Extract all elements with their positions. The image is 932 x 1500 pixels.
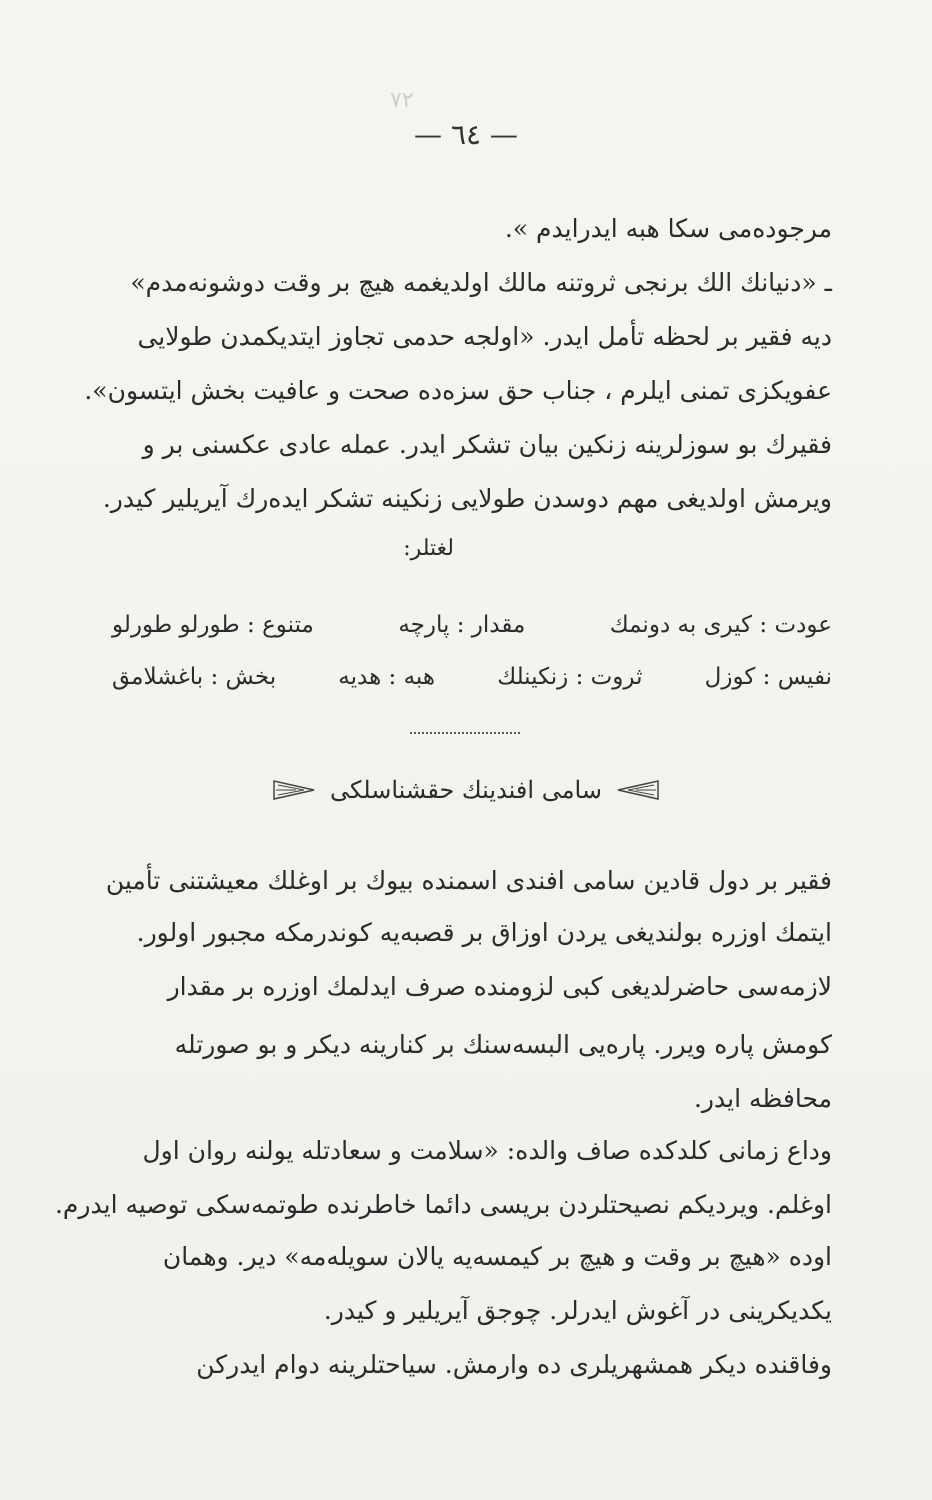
body-line: فقیرك بو سوزلرینه زنکین بیان تشکر ایدر. عملە عادی عکسنی بر و <box>142 430 832 459</box>
section-divider <box>410 732 520 734</box>
glossary-entry: هبه : هدیه <box>338 664 436 690</box>
glossary-entry: ثروت : زنکینلك <box>497 664 643 690</box>
section-line: وداع زمانی کلدکده صاف والده: «سلامت و سعادتله یولنه روان اول <box>142 1136 832 1165</box>
body-line: مرجودەمی سکا هبە ایدرایدم ». <box>504 214 832 243</box>
section-line: ایتمك اوزره بولندیغی یردن اوزاق بر قصبه‌یه کوندرمکه مجبور اولور. <box>136 918 832 947</box>
section-line: یکدیکرینی در آغوش ایدرلر. چوجق آیریلیر و کیدر. <box>323 1296 832 1325</box>
body-line: ـ «دنیانك الك برنجی ثروتنه مالك اولدیغمه هیچ بر وقت دوشونه‌مدم» <box>130 268 832 297</box>
glossary-row <box>112 664 832 690</box>
glossary-entry: نفیس : کوزل <box>704 664 832 690</box>
section-line: اوده «هیچ بر وقت و هیچ بر کیمسه‌یه یالان سویله‌مه» دیر. وهمان <box>162 1242 832 1271</box>
section-line: محافظه ایدر. <box>693 1084 832 1113</box>
body-line: دیه فقیر بر لحظه تأمل ایدر. «اولجه حدمی تجاوز ایتدیکمدن طولایی <box>137 322 832 351</box>
section-line: وفاقنده دیکر همشهریلری ده وارمش. سیاحتلرینه دوام ایدرکن <box>196 1350 832 1379</box>
section-heading <box>0 776 932 804</box>
glossary-row <box>112 612 832 638</box>
section-line: فقیر بر دول قادین سامی افندی اسمنده بیوك بر اوغلك معیشتنی تأمین <box>105 866 832 895</box>
section-line: اوغلم. ویردیکم نصیحتلردن بریسی دائما خاطرنده طوتمه‌سکی توصیه ایدرم. <box>54 1190 832 1219</box>
glossary-entry: متنوع : طورلو طورلو <box>112 612 314 638</box>
ghost-page-number: ٧٢ <box>390 88 414 113</box>
page-number: — ٦٤ — <box>414 118 518 151</box>
body-line: عفویکزی تمنی ایلرم ، جناب حق سزەده صحت و عافیت بخش ایتسون». <box>84 376 832 405</box>
section-line: لازمه‌سی حاضرلدیغی کبی لزومنده صرف ایدلمك اوزره بر مقدار <box>167 972 832 1001</box>
ornament-left-icon <box>272 779 316 801</box>
glossary-entry: عودت : کیری به دونمك <box>609 612 832 638</box>
glossary-entry: مقدار : پارچه <box>398 612 526 638</box>
section-line: کومش پاره ویرر. پاره‌یی البسه‌سنك بر کنارینه دیکر و بو صورتله <box>174 1030 832 1059</box>
section-title: سامی افندینك حقشناسلکی <box>330 776 602 804</box>
glossary-entry: بخش : باغشلامق <box>112 664 277 690</box>
body-line: ویرمش اولدیغی مهم دوسدن طولایی زنکینه تشکر ایدەرك آیریلیر کیدر. <box>102 484 832 513</box>
glossary-title: لغتلر: <box>403 536 454 561</box>
ornament-right-icon <box>616 779 660 801</box>
